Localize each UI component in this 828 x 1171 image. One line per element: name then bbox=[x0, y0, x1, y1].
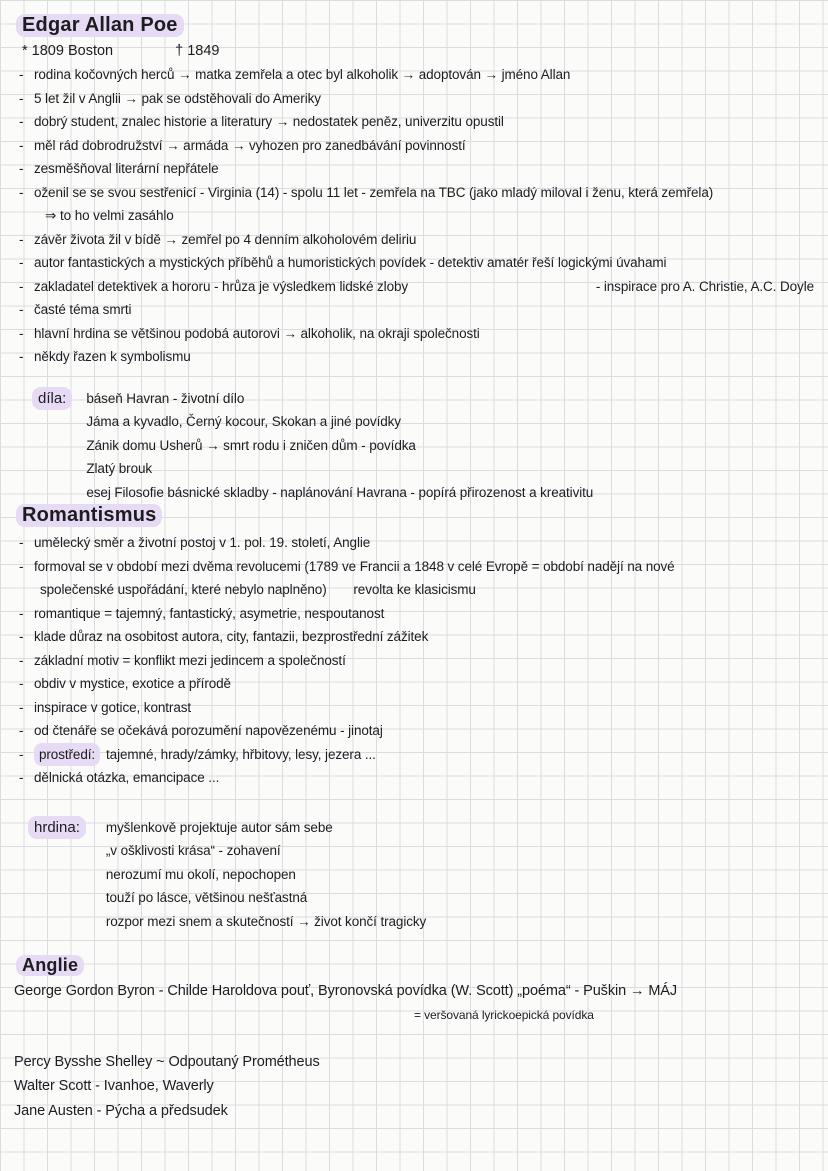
author-text: Jane Austen - Pýcha a předsudek bbox=[14, 1102, 228, 1119]
bullet-dash: - bbox=[19, 90, 24, 106]
bullet-dash: - bbox=[19, 558, 24, 574]
bullet-dash: - bbox=[19, 231, 24, 247]
bullet-dash: - bbox=[19, 67, 24, 82]
bullet-dash: - bbox=[19, 161, 24, 176]
bullet-dash: - bbox=[19, 770, 24, 785]
work-line bbox=[86, 434, 593, 458]
work-text: esej Filosofie básnické skladby - naplánování Havrana - popírá přirozenost a kreativitu bbox=[86, 484, 594, 500]
author-line bbox=[414, 1004, 818, 1026]
note-text: romantique = tajemný, fantastický, asymetrie, nespoutanost bbox=[34, 605, 385, 621]
note-line bbox=[14, 531, 818, 555]
bullet-dash: - bbox=[19, 629, 24, 644]
note-text: inspirace v gotice, kontrast bbox=[34, 699, 192, 715]
note-text: dobrý student, znalec historie a literatury → nedostatek peněz, univerzitu opustil bbox=[34, 114, 504, 129]
note-line bbox=[14, 63, 818, 87]
note-text: zakladatel detektivek a hororu - hrůza je výsledkem lidské zloby bbox=[34, 278, 409, 294]
note-line bbox=[14, 87, 818, 111]
work-text: Zlatý brouk bbox=[86, 461, 153, 476]
work-line bbox=[86, 410, 593, 434]
poe-death-date: † 1849 bbox=[175, 43, 220, 59]
note-text: od čtenáře se očekává porozumění napovězenému - jinotaj bbox=[34, 723, 383, 738]
note-line bbox=[14, 743, 818, 767]
note-line bbox=[14, 602, 818, 626]
note-line bbox=[14, 157, 818, 181]
note-line bbox=[40, 578, 818, 602]
bullet-dash: - bbox=[19, 535, 24, 550]
author-line bbox=[14, 1050, 818, 1075]
bullet-dash: - bbox=[19, 114, 24, 129]
bullet-dash: - bbox=[19, 137, 24, 153]
hero-trait-text: touží po lásce, většinou nešťastná bbox=[105, 890, 308, 905]
note-line bbox=[14, 625, 818, 649]
note-line bbox=[14, 134, 818, 158]
note-line bbox=[14, 181, 818, 205]
bullet-dash: - bbox=[19, 302, 24, 317]
work-text: Zánik domu Usherů → smrt rodu i zničen dům - povídka bbox=[86, 437, 416, 453]
author-text: = veršovaná lyrickoepická povídka bbox=[414, 1007, 594, 1022]
side-note: - inspirace pro A. Christie, A.C. Doyle bbox=[595, 278, 814, 294]
hero-trait-text: nerozumí mu okolí, nepochopen bbox=[105, 866, 296, 882]
author-text: Percy Bysshe Shelley ~ Odpoutaný Prométheus bbox=[14, 1053, 320, 1070]
note-line bbox=[14, 649, 818, 673]
note-text: oženil se se svou sestřenicí - Virginia (14) - spolu 11 let - zemřela na TBC (jako mladý miloval i ženu, která zemřela) bbox=[34, 184, 714, 200]
bullet-dash: - bbox=[19, 325, 24, 341]
bullet-dash: - bbox=[19, 676, 24, 691]
hero-trait-text: „v ošklivosti krása“ - zohavení bbox=[105, 843, 281, 858]
author-text: Walter Scott - Ivanhoe, Waverly bbox=[14, 1078, 214, 1094]
anglie-authors-list bbox=[14, 979, 818, 1123]
work-text: Jáma a kyvadlo, Černý kocour, Skokan a jiné povídky bbox=[86, 414, 401, 429]
note-text: dělnická otázka, emancipace ... bbox=[34, 770, 220, 785]
note-line bbox=[14, 345, 818, 369]
note-line bbox=[14, 322, 818, 346]
hrdina-label: hrdina: bbox=[28, 816, 86, 840]
dila-list bbox=[86, 387, 593, 505]
work-line bbox=[86, 387, 593, 411]
romantismus-notes-list bbox=[14, 531, 818, 790]
note-text: někdy řazen k symbolismu bbox=[34, 349, 191, 364]
note-text: rodina kočovných herců → matka zemřela a otec byl alkoholik → adoptován → jméno Allan bbox=[34, 67, 571, 82]
poe-section bbox=[14, 14, 818, 369]
bullet-dash: - bbox=[19, 278, 24, 294]
note-line bbox=[14, 110, 818, 134]
note-text: měl rád dobrodružství → armáda → vyhozen pro zanedbávání povinností bbox=[34, 137, 466, 153]
note-text: klade důraz na osobitost autora, city, fantazii, bezprostřední zážitek bbox=[34, 629, 429, 644]
bullet-dash: - bbox=[19, 349, 24, 364]
bullet-dash: - bbox=[19, 605, 24, 621]
note-text: autor fantastických a mystických příběhů a humoristických povídek - detektiv amatér řeší logickými úvahami bbox=[34, 255, 667, 270]
hrdina-section bbox=[28, 816, 818, 934]
note-text: obdiv v mystice, exotice a přírodě bbox=[34, 676, 231, 691]
anglie-section bbox=[14, 955, 818, 1123]
author-line bbox=[14, 979, 818, 1004]
poe-life-dates bbox=[22, 40, 818, 63]
work-line bbox=[86, 457, 593, 481]
note-text: časté téma smrti bbox=[34, 302, 132, 317]
bullet-dash: - bbox=[19, 699, 24, 715]
note-text: formoval se v období mezi dvěma revolucemi (1789 ve Francii a 1848 v celé Evropě = období nadějí na nové bbox=[34, 558, 675, 574]
note-text: to ho velmi zasáhlo bbox=[60, 208, 174, 223]
note-line bbox=[14, 555, 818, 579]
highlighted-term: prostředí: bbox=[34, 743, 100, 767]
section-title-romantismus: Romantismus bbox=[16, 504, 162, 527]
note-line bbox=[14, 251, 818, 275]
note-text: společenské uspořádání, které nebylo naplněno) revolta ke klasicismu bbox=[40, 582, 476, 597]
bullet-dash: - bbox=[19, 184, 24, 200]
work-line bbox=[86, 481, 593, 505]
note-text: závěr života žil v bídě → zemřel po 4 denním alkoholovém deliriu bbox=[34, 231, 417, 247]
hero-trait-line bbox=[106, 863, 426, 887]
section-title-anglie: Anglie bbox=[16, 955, 84, 976]
note-line bbox=[40, 204, 818, 228]
note-line bbox=[14, 766, 818, 790]
bullet-dash: - bbox=[19, 723, 24, 738]
dila-label: díla: bbox=[32, 387, 72, 411]
hero-trait-line bbox=[106, 886, 426, 910]
hrdina-list bbox=[106, 816, 426, 934]
hero-trait-line bbox=[106, 910, 426, 934]
hero-trait-text: rozpor mezi snem a skutečností → život končí tragicky bbox=[105, 913, 427, 929]
note-line bbox=[14, 298, 818, 322]
author-text: George Gordon Byron - Childe Haroldova pouť, Byronovská povídka (W. Scott) „poéma“ - Puškin → MÁJ bbox=[14, 983, 678, 999]
note-line bbox=[14, 275, 818, 299]
romantismus-section bbox=[14, 504, 818, 790]
hero-trait-text: myšlenkově projektuje autor sám sebe bbox=[105, 819, 333, 835]
author-line bbox=[14, 1074, 818, 1099]
note-text: 5 let žil v Anglii → pak se odstěhovali do Ameriky bbox=[34, 90, 321, 106]
note-text: základní motiv = konflikt mezi jedincem a společností bbox=[34, 652, 346, 668]
note-line bbox=[14, 719, 818, 743]
note-text: tajemné, hrady/zámky, hřbitovy, lesy, jezera ... bbox=[106, 746, 376, 762]
note-text: hlavní hrdina se většinou podobá autorovi → alkoholik, na okraji společnosti bbox=[34, 325, 480, 341]
bullet-dash: - bbox=[19, 652, 24, 668]
note-text: umělecký směr a životní postoj v 1. pol. 19. století, Anglie bbox=[34, 535, 371, 550]
hero-trait-line bbox=[106, 816, 426, 840]
poe-born-date: * 1809 Boston bbox=[22, 43, 114, 59]
bullet-dash: ⇒ bbox=[45, 208, 57, 223]
poe-notes-list bbox=[14, 63, 818, 369]
bullet-dash: - bbox=[19, 746, 24, 762]
dila-section bbox=[32, 387, 818, 505]
note-line bbox=[14, 228, 818, 252]
section-title-poe: Edgar Allan Poe bbox=[16, 14, 184, 37]
hero-trait-line bbox=[106, 839, 426, 863]
work-text: báseň Havran - životní dílo bbox=[86, 390, 245, 406]
bullet-dash: - bbox=[19, 255, 24, 270]
note-line bbox=[14, 696, 818, 720]
note-text: zesměšňoval literární nepřátele bbox=[34, 161, 219, 176]
note-line bbox=[14, 672, 818, 696]
author-line bbox=[14, 1099, 818, 1124]
